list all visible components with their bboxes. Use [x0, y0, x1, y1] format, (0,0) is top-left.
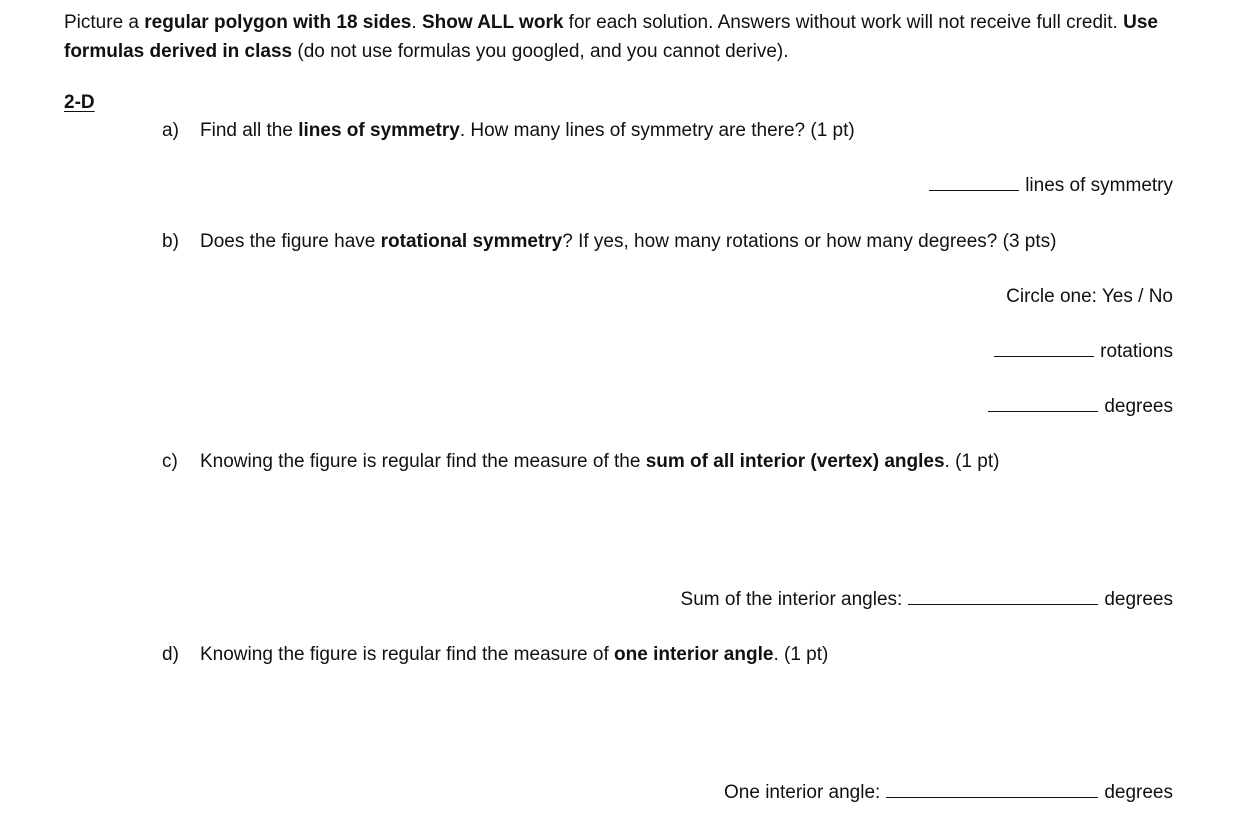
question-d-text-2: . (1 pt) — [773, 644, 829, 665]
answer-unit-rotations: rotations — [1100, 341, 1173, 362]
question-d-answer-line — [724, 782, 1173, 804]
question-b-bold: rotational symmetry — [380, 231, 563, 252]
question-c-text — [200, 451, 999, 473]
question-a-text — [200, 120, 855, 142]
question-c-answer-line — [681, 589, 1173, 611]
question-b-text — [200, 231, 1056, 253]
question-b-text-1: Does the figure have — [200, 231, 381, 252]
instructions-paragraph — [64, 8, 1174, 66]
question-a-letter: a) — [162, 120, 179, 141]
answer-unit-lines-of-symmetry: lines of symmetry — [1025, 175, 1173, 196]
intro-text-2: . — [411, 12, 422, 33]
question-c-bold: sum of all interior (vertex) angles — [645, 451, 945, 472]
answer-unit-degrees-d: degrees — [1104, 782, 1173, 803]
question-a-answer-line — [929, 175, 1173, 197]
question-d-text-1: Knowing the figure is regular find the measure of — [200, 644, 615, 665]
answer-label-one-interior: One interior angle: — [724, 782, 881, 803]
question-c-text-2: . (1 pt) — [944, 451, 1000, 472]
section-label: 2-D — [64, 92, 95, 113]
answer-label-sum-interior: Sum of the interior angles: — [680, 589, 903, 610]
answer-blank-rotation-degrees[interactable] — [988, 410, 1098, 412]
question-d-letter: d) — [162, 644, 179, 665]
question-d-text — [200, 644, 828, 666]
answer-blank-lines-of-symmetry[interactable] — [929, 189, 1019, 191]
question-b-rotations-line — [994, 341, 1173, 363]
question-b-degrees-line — [988, 396, 1173, 418]
answer-blank-rotations[interactable] — [994, 355, 1094, 357]
question-b-letter: b) — [162, 231, 179, 252]
intro-text-3: for each solution. Answers without work will not receive full credit. — [563, 12, 1124, 33]
answer-unit-degrees-b: degrees — [1104, 396, 1173, 417]
question-b-text-2: ? If yes, how many rotations or how many degrees? (3 pts) — [562, 231, 1057, 252]
intro-bold-polygon: regular polygon with 18 sides — [144, 12, 412, 33]
intro-text-1: Picture a — [64, 12, 145, 33]
question-c-text-1: Knowing the figure is regular find the measure of the — [200, 451, 646, 472]
intro-bold-show-work: Show ALL work — [421, 12, 564, 33]
answer-blank-sum-interior[interactable] — [908, 603, 1098, 605]
question-a-bold: lines of symmetry — [298, 120, 460, 141]
intro-bold-formulas: Use formulas derived in class — [64, 12, 1158, 62]
answer-unit-degrees-c: degrees — [1104, 589, 1173, 610]
intro-text-4: (do not use formulas you googled, and you cannot derive). — [292, 41, 789, 62]
circle-one-yes-no[interactable]: Circle one: Yes / No — [1006, 286, 1173, 307]
question-c-letter: c) — [162, 451, 178, 472]
question-a-text-1: Find all the — [200, 120, 299, 141]
question-d-bold: one interior angle — [614, 644, 774, 665]
answer-blank-one-interior[interactable] — [886, 796, 1098, 798]
question-a-text-2: . How many lines of symmetry are there? (1 pt) — [459, 120, 855, 141]
